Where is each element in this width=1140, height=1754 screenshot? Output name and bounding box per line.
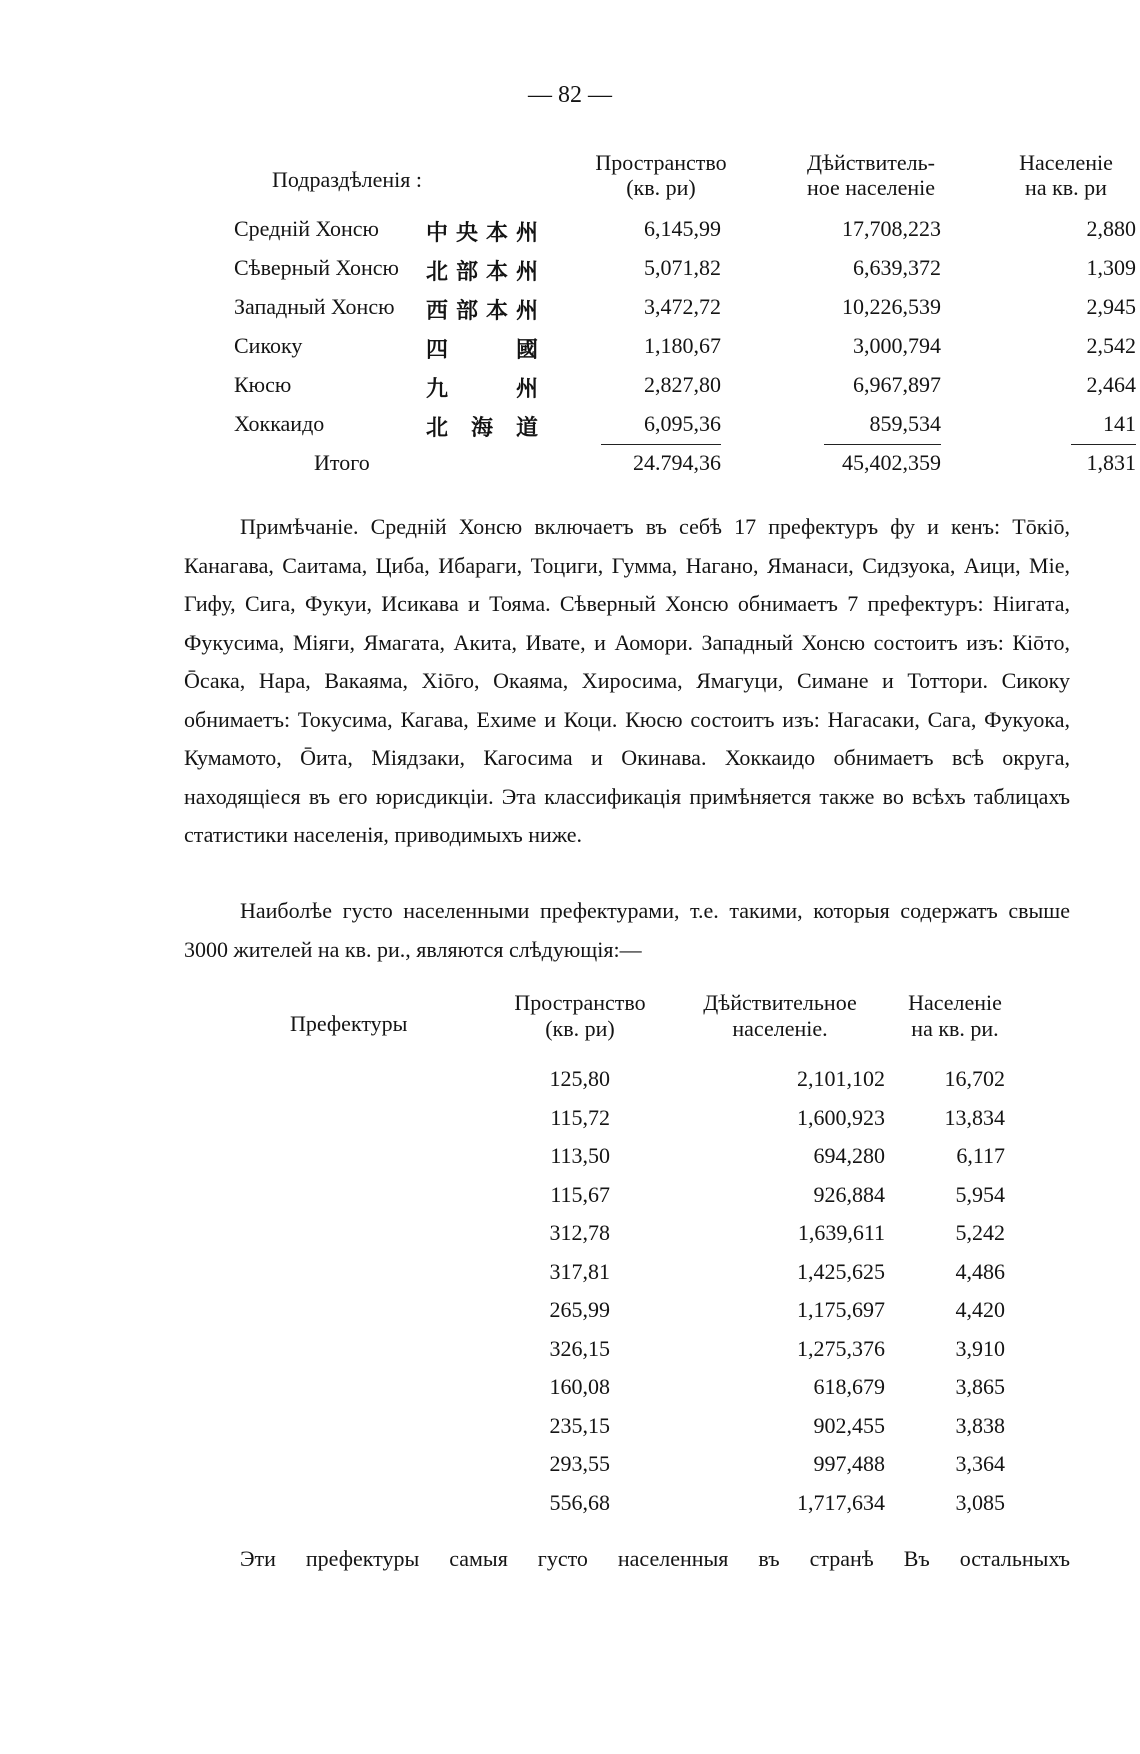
division-area: 3,472,72 — [644, 294, 721, 319]
prefectures-table — [265, 990, 1025, 1522]
header-area-line1: Пространство — [595, 150, 727, 175]
header-population-line1: Дѣйствительное — [703, 990, 857, 1015]
prefecture-area: 125,80 — [549, 1066, 610, 1091]
division-name: Сѣверный Хонсю — [234, 255, 399, 280]
prefecture-population: 618,679 — [813, 1374, 885, 1399]
table-row — [226, 366, 1136, 405]
header-population — [665, 990, 895, 1042]
prefecture-area: 317,81 — [549, 1258, 610, 1284]
division-name: Западный Хонсю — [234, 294, 395, 319]
divisions-table-header — [226, 150, 1113, 210]
prefecture-density: 6,117 — [956, 1143, 1005, 1168]
total-rule-area — [601, 444, 721, 445]
header-density — [880, 990, 1030, 1042]
prefecture-density: 5,242 — [955, 1220, 1005, 1245]
table-row — [226, 210, 1136, 249]
division-name: Сикоку — [234, 333, 303, 358]
table-row — [265, 1330, 1025, 1369]
prefecture-density: 3,865 — [955, 1374, 1005, 1399]
division-density: 1,309 — [1086, 255, 1136, 280]
prefecture-density: 4,486 — [955, 1258, 1005, 1284]
division-kanji: 北 海 道 — [426, 416, 538, 441]
table-row — [226, 288, 1136, 327]
prefecture-area: 312,78 — [549, 1220, 610, 1245]
header-density-line2: на кв. ри. — [911, 1016, 999, 1041]
prefectures-table-header — [265, 990, 1025, 1060]
header-population — [766, 150, 976, 200]
division-name: Хоккаидо — [234, 411, 325, 436]
prefecture-area: 265,99 — [549, 1297, 610, 1322]
closing-line: Эти префектуры самыя густо населенныя въ странѣ Въ остальныхъ — [240, 1546, 1070, 1571]
prefecture-area: 293,55 — [549, 1451, 610, 1476]
division-density: 2,880 — [1086, 216, 1136, 241]
prefecture-population: 1,275,376 — [797, 1335, 885, 1361]
note-paragraph: Примѣчаніе. Средній Хонсю включаетъ въ себѣ 17 префектуръ фу и кенъ: Тōкіō, Канагава, Саитама, Циба, Ибараги, Тоциги, Гумма, Нагано, Яманаси, Сидзуока, Аици, Міе, Гифу, Сига, Фукуи, Исикава и Тояма. Сѣверный Хонсю обнимаетъ 7 префектуръ: Ніигата, Фукусима, Міяги, Ямагата, Акита, Ивате, и Аомори. Западный Хонсю состоитъ изъ: Кіōто, Ōсака, Нара, Вакаяма, Хіōго, Окаяма, Хиросима, Ямагуци, Симане и Тоттори. Сикоку обнимаетъ: Токусима, Кагава, Ехиме и Коци. Кюсю состоитъ изъ: Нагасаки, Сага, Фукуока, Кумамото, Ōита, Міядзаки, Кагосима и Окинава. Хоккаидо обнимаетъ всѣ округа, находящіеся въ его юрисдикціи. Эта классификація примѣняется также во всѣхъ таблицахъ статистики населенія, приводимыхъ ниже. — [184, 514, 1070, 847]
table-row — [226, 249, 1136, 288]
division-name: Кюсю — [234, 372, 292, 397]
prefecture-area: 160,08 — [549, 1374, 610, 1399]
prefecture-area: 326,15 — [549, 1335, 610, 1361]
prefecture-density: 3,085 — [955, 1489, 1005, 1515]
intro-paragraph: Наиболѣе густо населенными префектурами, т.е. такими, которыя содержатъ свыше 3000 жителей на кв. ри., являются слѣдующія:— — [184, 898, 1070, 962]
division-population: 6,967,897 — [853, 372, 941, 397]
prefecture-density: 3,910 — [955, 1335, 1005, 1361]
prefecture-population: 1,600,923 — [797, 1104, 885, 1130]
prefecture-population: 1,175,697 — [797, 1297, 885, 1322]
table-row — [226, 405, 1136, 444]
table-row — [265, 1060, 1025, 1099]
table-row — [265, 1137, 1025, 1176]
total-label: Итого — [314, 450, 370, 475]
prefecture-density: 3,838 — [955, 1412, 1005, 1438]
header-prefecture: Префектуры — [290, 1011, 408, 1036]
division-density: 2,542 — [1086, 333, 1136, 358]
prefecture-area: 235,15 — [549, 1412, 610, 1438]
prefecture-area: 115,72 — [550, 1104, 610, 1130]
division-population: 3,000,794 — [853, 333, 941, 358]
divisions-table — [226, 150, 1136, 483]
division-area: 6,095,36 — [644, 411, 721, 436]
header-population-line1: Дѣйствитель- — [807, 150, 935, 175]
table-row — [265, 1368, 1025, 1407]
header-area-line2: (кв. ри) — [545, 1016, 615, 1041]
table-row — [265, 1214, 1025, 1253]
total-density: 1,831 — [1086, 450, 1136, 475]
division-kanji: 西部本州 — [426, 299, 538, 324]
division-area: 1,180,67 — [644, 333, 721, 358]
header-area — [480, 990, 680, 1042]
table-row — [265, 1484, 1025, 1523]
prefecture-population: 902,455 — [813, 1412, 885, 1438]
total-rule-population — [824, 444, 941, 445]
prefecture-area: 556,68 — [549, 1489, 610, 1515]
total-row — [226, 444, 1136, 483]
division-population: 859,534 — [869, 411, 941, 436]
prefecture-density: 16,702 — [944, 1066, 1005, 1091]
division-density: 2,464 — [1086, 372, 1136, 397]
table-row — [265, 1407, 1025, 1446]
header-area — [556, 150, 766, 200]
table-row — [265, 1099, 1025, 1138]
division-area: 5,071,82 — [644, 255, 721, 280]
prefecture-population: 926,884 — [813, 1181, 885, 1207]
total-rule-density — [1071, 444, 1136, 445]
prefecture-density: 13,834 — [944, 1104, 1005, 1130]
prefecture-population: 1,717,634 — [797, 1489, 885, 1515]
division-density: 2,945 — [1086, 294, 1136, 319]
table-row — [226, 327, 1136, 366]
total-population: 45,402,359 — [842, 450, 941, 475]
prefecture-population: 694,280 — [813, 1143, 885, 1168]
division-kanji: 北部本州 — [426, 260, 538, 285]
header-area-line1: Пространство — [514, 990, 646, 1015]
division-area: 2,827,80 — [644, 372, 721, 397]
division-kanji: 中央本州 — [426, 221, 538, 246]
prefecture-density: 3,364 — [955, 1451, 1005, 1476]
header-population-line2: ное населеніе — [806, 175, 936, 200]
division-population: 6,639,372 — [853, 255, 941, 280]
prefecture-population: 1,639,611 — [797, 1220, 885, 1245]
header-division: Подраздѣленія : — [272, 167, 423, 192]
division-kanji: 四 國 — [426, 338, 538, 363]
prefecture-population: 1,425,625 — [797, 1258, 885, 1284]
division-population: 17,708,223 — [842, 216, 941, 241]
division-population: 10,226,539 — [842, 294, 941, 319]
header-density — [991, 150, 1140, 200]
header-density-line2: на кв. ри — [1025, 175, 1107, 200]
table-row — [265, 1445, 1025, 1484]
prefecture-area: 115,67 — [550, 1181, 610, 1207]
division-name: Средній Хонсю — [234, 216, 379, 241]
prefecture-population: 2,101,102 — [797, 1066, 885, 1091]
division-density: 141 — [1103, 411, 1136, 436]
header-density-line1: Населеніе — [908, 990, 1002, 1015]
division-kanji: 九 州 — [426, 377, 538, 402]
prefecture-density: 4,420 — [955, 1297, 1005, 1322]
table-row — [265, 1176, 1025, 1215]
table-row — [265, 1253, 1025, 1292]
header-population-line2: населеніе. — [732, 1016, 828, 1041]
table-row — [265, 1291, 1025, 1330]
division-area: 6,145,99 — [644, 216, 721, 241]
header-density-line1: Населеніе — [1019, 150, 1113, 175]
page-number: — 82 — — [528, 82, 612, 108]
prefecture-population: 997,488 — [813, 1451, 885, 1476]
prefecture-area: 113,50 — [550, 1143, 610, 1168]
prefecture-density: 5,954 — [955, 1181, 1005, 1207]
total-area: 24.794,36 — [633, 450, 721, 475]
header-area-line2: (кв. ри) — [626, 175, 696, 200]
